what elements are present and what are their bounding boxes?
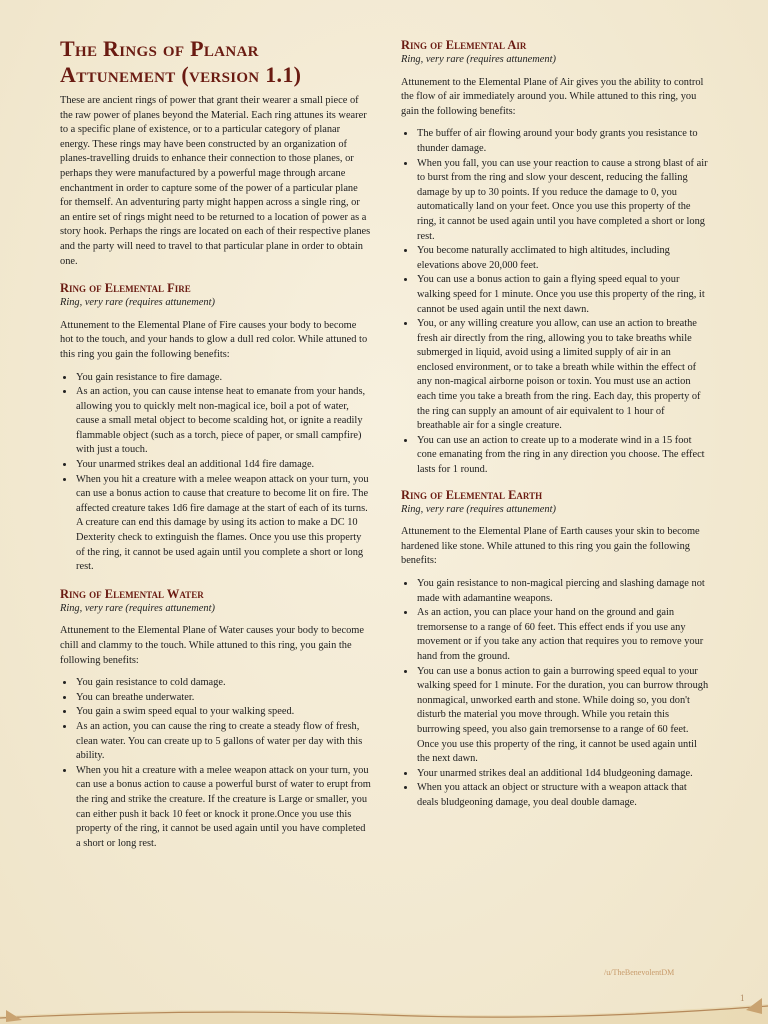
air-benefits-list xyxy=(401,127,709,477)
footer-ornament xyxy=(0,986,768,1024)
list-item: • When you fall, you can use your reaction to cause a strong blast of air to burst from the ring and slow your descent, reducing the falling damage by up to 30 points. If you reduce the damage to 0, you automatically land on your feet. Once you use this property of the ring, it cannot be used again until you have completed a short or long rest. xyxy=(416,157,709,245)
water-description: Attunement to the Elemental Plane of Water causes your body to become chill and clammy to the touch. While attuned to this ring, you gain the following benefits: xyxy=(60,625,364,666)
footer-credit: /u/TheBenevolentDM xyxy=(604,968,675,977)
fire-benefits-list xyxy=(60,371,372,575)
list-item: • The buffer of air flowing around your body grants you resistance to thunder damage. xyxy=(416,127,709,156)
list-item: • Your unarmed strikes deal an additional 1d4 bludgeoning damage. xyxy=(416,767,709,782)
fire-heading: Ring of Elemental Fire xyxy=(60,281,191,296)
water-section xyxy=(60,587,372,852)
list-item: • You can breathe underwater. xyxy=(75,691,372,706)
page-number: 1 xyxy=(740,993,745,1003)
air-subtitle: Ring, very rare (requires attunement) xyxy=(401,54,556,65)
water-benefits-list xyxy=(60,676,372,851)
intro-paragraph: These are ancient rings of power that grant their wearer a small piece of the raw power of planes beyond the Material. Each ring attunes its wearer to a specific plane of existence, or to a particular category of planar energy. These rings may have been constructed by an organization of planes-travelling druids to enhance their connection to those planes, or perhaps they were manufactured by a powerful mage through arcane enchantment in order to capture some of the power of a particular plane for themself. An adventuring party might happen across a single ring, or an entire set of rings might need to be returned to a location of power as a story hook. Perhaps the rings are located on each of their respective planes and the party will need to travel to that particular plane in order to obtain one. xyxy=(60,95,371,267)
list-item: • You gain resistance to cold damage. xyxy=(75,676,372,691)
earth-section xyxy=(401,488,709,811)
air-heading: Ring of Elemental Air xyxy=(401,38,527,52)
fire-description: Attunement to the Elemental Plane of Fire causes your body to become hot to the touch, and your hands to glow a dull red color. While attuned to this ring you gain the following benefits: xyxy=(60,319,368,360)
list-item: • As an action, you can place your hand on the ground and gain tremorsense to a range of 60 feet. This effect ends if you use any movement or if you take any action that requires you to remove your hand from the ground. xyxy=(416,606,709,664)
list-item: • You, or any willing creature you allow, can use an action to breathe fresh air directly from the ring, allowing you to take breaths while submerged in liquid, avoid using a limited supply of air in an enclosed environment, or to take a breath while within the effect of any non-magical airborne poison or toxin. You must use an action each time you take a breath from the ring. Each day, this property of the ring can supply an amount of air equivalent to 1 hour of breathable air for a single creature. xyxy=(416,317,709,434)
air-description: Attunement to the Elemental Plane of Air gives you the ability to control the flow of air immediately around you. While attuned to this ring, you gain the following benefits: xyxy=(401,76,704,117)
water-subtitle: Ring, very rare (requires attunement) xyxy=(60,602,215,614)
list-item: • You gain resistance to non-magical piercing and slashing damage not made with adamantine weapons. xyxy=(416,577,709,606)
earth-description: Attunement to the Elemental Plane of Earth causes your skin to become hardened like stone. While attuned to this ring you gain the following benefits: xyxy=(401,526,700,567)
list-item: • You gain resistance to fire damage. xyxy=(75,371,372,386)
earth-heading: Ring of Elemental Earth xyxy=(401,487,543,502)
list-item: • When you hit a creature with a melee weapon attack on your turn, you can use a bonus action to cause a powerful burst of water to erupt from the ring and strike the creature. If the creature is Large or smaller, you can either push it back 10 feet or knock it prone.Once you use this property of the ring, it cannot be used again until you have completed a short or long rest. xyxy=(75,764,372,852)
page-title: The Rings of Planar Attunement (version 1.1) xyxy=(60,36,302,87)
list-item: • You become naturally acclimated to high altitudes, including elevations above 20,000 feet. xyxy=(416,244,709,273)
list-item: • You can use an action to create up to a moderate wind in a 15 foot cone emanating from the ring in any direction you choose. The effect lasts for 1 round. xyxy=(416,434,709,478)
list-item: • You gain a swim speed equal to your walking speed. xyxy=(75,705,372,720)
list-item: • As an action, you can cause the ring to create a steady flow of fresh, clean water. You can create up to 5 gallons of water per day with this ability. xyxy=(75,720,372,764)
left-column xyxy=(60,36,372,861)
water-heading: Ring of Elemental Water xyxy=(60,586,204,601)
earth-benefits-list xyxy=(401,577,709,811)
list-item: • As an action, you can cause intense heat to emanate from your hands, allowing you to quickly melt non-magical ice, boil a pot of water, cause a small metal object to become scalding hot, or ignite a readily flammable object (such as a torch, piece of paper, or small campfire) with just a touch. xyxy=(75,385,372,458)
earth-subtitle: Ring, very rare (requires attunement) xyxy=(401,503,556,515)
list-item: • You can use a bonus action to gain a flying speed equal to your walking speed for 1 minute. Once you use this property of the ring, it cannot be used again until the next dawn. xyxy=(416,273,709,317)
list-item: • When you hit a creature with a melee weapon attack on your turn, you can use a bonus action to cause that creature to become lit on fire. The affected creature takes 1d6 fire damage at the start of each of its turns. A creature can end this damage by using its action to make a DC 10 Dexterity check to extinguish the flames. Once you use this property of the ring, it cannot be used again until you complete a short or long rest. xyxy=(75,473,372,575)
fire-subtitle: Ring, very rare (requires attunement) xyxy=(60,297,215,309)
list-item: • Your unarmed strikes deal an additional 1d4 fire damage. xyxy=(75,458,372,473)
air-section xyxy=(401,38,709,478)
right-column xyxy=(401,38,709,821)
list-item: • When you attack an object or structure with a weapon attack that deals bludgeoning damage, you deal double damage. xyxy=(416,781,709,810)
fire-section xyxy=(60,281,372,575)
list-item: • You can use a bonus action to gain a burrowing speed equal to your walking speed for 1 minute. For the duration, you can burrow through nonmagical, unworked earth and stone. While doing so, you don't disturb the material you move through. While you retain this burrowing speed, you also gain tremorsense to a range of 60 feet. Once you use this property of the ring, it cannot be used again until the next dawn. xyxy=(416,665,709,767)
